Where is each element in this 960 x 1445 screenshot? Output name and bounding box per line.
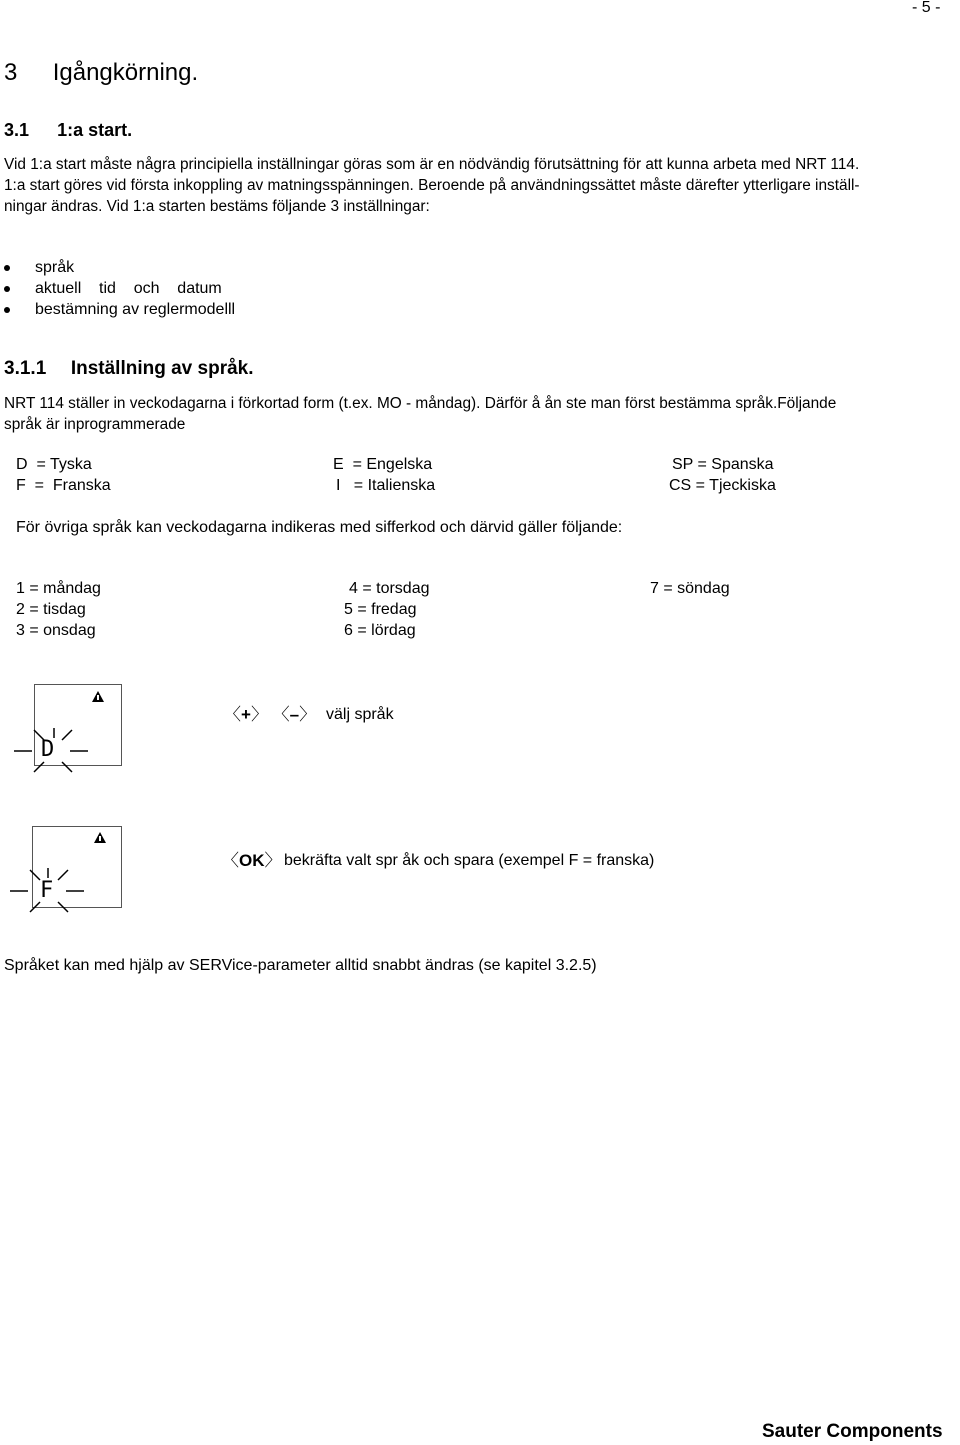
warning-mark — [99, 836, 101, 841]
key-bracket-left: 〈 — [272, 705, 290, 724]
day-entry: 4 = torsdag — [349, 580, 430, 597]
lcd-char-1: D — [41, 737, 55, 762]
key-bracket-right: 〉 — [299, 705, 317, 724]
key-bracket-right: 〉 — [250, 705, 268, 724]
chapter-number: 3 — [4, 59, 18, 86]
subsection-number: 3.1.1 — [4, 358, 47, 379]
chapter-title: Igångkörning. — [52, 59, 199, 86]
day-entry: 6 = lördag — [344, 622, 416, 639]
brand-name: Sauter Components — [762, 1421, 943, 1442]
day-entry: 1 = måndag — [16, 580, 101, 597]
subsection-title: Inställning av språk. — [70, 358, 254, 379]
day-entry: 2 = tisdag — [16, 601, 86, 618]
language-entry: E = Engelska — [333, 456, 433, 473]
day-entry: 5 = fredag — [344, 601, 417, 618]
bullet-dot — [4, 286, 10, 292]
section-heading — [4, 119, 132, 141]
bullet-dot — [4, 265, 10, 271]
key-bracket-left: 〈 — [224, 705, 241, 724]
language-entry: D = Tyska — [16, 456, 92, 473]
select-language-text: välj språk — [326, 706, 394, 723]
ok-key-group — [222, 850, 282, 872]
key-bracket-left: 〈 — [222, 851, 239, 870]
plus-key[interactable]: + — [241, 705, 251, 724]
language-entry: F = Franska — [16, 477, 111, 494]
service-parameter-note: Språket kan med hjälp av SERVice-parameter alltid snabbt ändras (se kapitel 3.2.5) — [4, 957, 597, 974]
section-number: 3.1 — [4, 120, 30, 140]
intro-line-1: Vid 1:a start måste några principiella inställningar göras som är en nödvändig förutsättning för att kunna arbeta med NRT 114. — [4, 156, 860, 173]
warning-mark — [97, 695, 99, 700]
minus-key[interactable]: – — [289, 705, 300, 724]
language-keys — [224, 704, 316, 726]
confirm-language-text: bekräfta valt spr åk och spara (exempel F = franska) — [284, 852, 655, 869]
ok-key[interactable]: OK — [239, 851, 265, 870]
lang-intro-line-1: NRT 114 ställer in veckodagarna i förkortad form (t.ex. MO - måndag). Därför å ån ste man först bestämma språk.Följande — [4, 395, 837, 412]
intro-line-2: 1:a start göres vid första inkoppling av matningsspänningen. Beroende på användningssättet måste därefter ytterligare inställ- — [4, 177, 860, 194]
page-number: - 5 - — [912, 0, 941, 16]
intro-line-3: ningar ändras. Vid 1:a starten bestäms följande 3 inställningar: — [4, 198, 430, 215]
bullet-item: aktuell tid och datum — [35, 280, 222, 297]
bullet-item: språk — [35, 259, 75, 276]
day-entry: 3 = onsdag — [16, 622, 96, 639]
subsection-heading — [4, 357, 254, 381]
other-languages-note: För övriga språk kan veckodagarna indikeras med sifferkod och därvid gäller följande: — [16, 519, 623, 536]
language-entry: SP = Spanska — [672, 456, 774, 473]
lcd-char-2: F — [40, 878, 54, 903]
lang-intro-line-2: språk är inprogrammerade — [4, 416, 186, 433]
bullet-item: bestämning av reglermodelll — [35, 301, 236, 318]
chapter-heading — [4, 58, 198, 88]
key-bracket-right: 〉 — [264, 851, 282, 870]
language-entry: CS = Tjeckiska — [669, 477, 776, 494]
language-entry: I = Italienska — [336, 477, 436, 494]
day-entry: 7 = söndag — [650, 580, 730, 597]
section-title: 1:a start. — [57, 120, 133, 140]
bullet-dot — [4, 307, 10, 313]
